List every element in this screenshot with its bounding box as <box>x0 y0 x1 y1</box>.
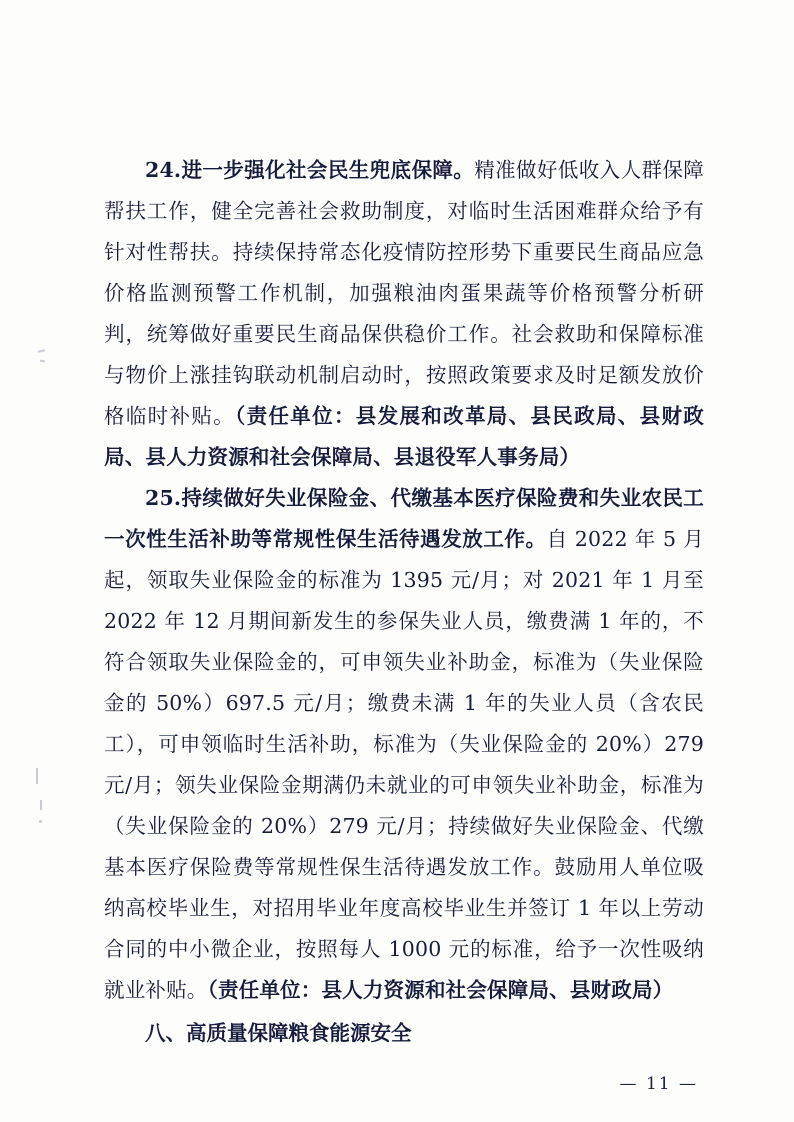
responsible-unit-24: （责任单位：县发展和改革局、县民政局、县财政局、县人力资源和社会保障局、县退役军人事务局） <box>104 404 704 469</box>
scan-artifact <box>38 349 45 352</box>
paragraph-lead-24: 24.进一步强化社会民生兜底保障。 <box>145 158 475 182</box>
responsible-unit-25: （责任单位：县人力资源和社会保障局、县财政局） <box>207 978 674 1002</box>
page-number: — 11 — <box>619 1074 698 1094</box>
paragraph-item-24 <box>104 150 704 478</box>
scan-artifact <box>40 360 45 363</box>
scan-artifact <box>39 820 42 823</box>
scan-artifact <box>36 768 38 784</box>
scan-artifact <box>40 800 42 810</box>
paragraph-body-24: 精准做好低收入人群保障帮扶工作，健全完善社会救助制度，对临时生活困难群众给予有针对性帮扶。持续保持常态化疫情防控形势下重要民生商品应急价格监测预警工作机制，加强粮油肉蛋果蔬等价格预警分析研判，统筹做好重要民生商品保供稳价工作。社会救助和保障标准与物价上涨挂钩联动机制启动时，按照政策要求及时足额发放价格临时补贴。 <box>104 158 704 428</box>
paragraph-body-25: 自 2022 年 5 月起，领取失业保险金的标准为 1395 元/月；对 2021 年 1 月至 2022 年 12 月期间新发生的参保失业人员，缴费满 1 年的，不符合领取失业保险金的，可申领失业补助金，标准为（失业保险金的 50%）697.5 元/月；缴费未满 1 年的失业人员（含农民工），可申领临时生活补助，标准为（失业保险金的 20%）279 元/月；领失业保险金期满仍未就业的可申领失业补助金，标准为（失业保险金的 20%）279 元/月；持续做好失业保险金、代缴基本医疗保险费等常规性保生活待遇发放工作。鼓励用人单位吸纳高校毕业生，对招用毕业年度高校毕业生并签订 1 年以上劳动合同的中小微企业，按照每人 1000 元的标准，给予一次性吸纳就业补贴。 <box>104 527 704 1002</box>
paragraph-lead-25: 25.持续做好失业保险金、代缴基本医疗保险费和失业农民工一次性生活补助等常规性保生活待遇发放工作。 <box>104 486 704 551</box>
document-body <box>104 150 704 1075</box>
section-heading: 八、高质量保障粮食能源安全 <box>145 1021 412 1045</box>
paragraph-item-25 <box>104 478 704 1011</box>
